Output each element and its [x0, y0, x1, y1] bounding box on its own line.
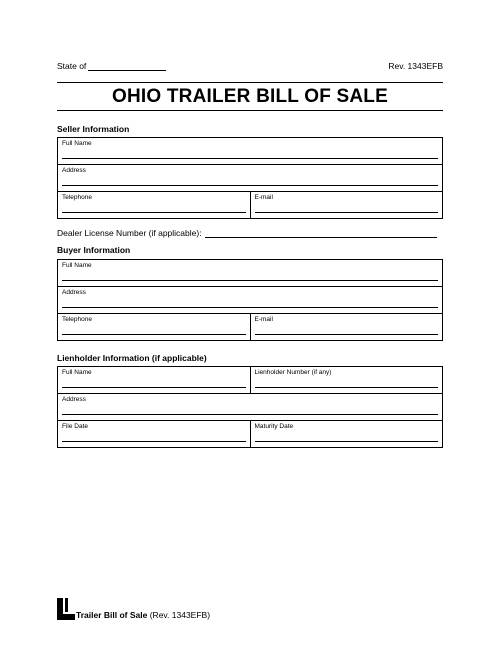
lienholder-number-label: Lienholder Number (if any)	[254, 369, 332, 376]
lienholder-maturity-date-line	[255, 441, 439, 442]
buyer-telephone-line	[62, 334, 246, 335]
lienholder-section-title: Lienholder Information (if applicable)	[57, 353, 207, 363]
buyer-address-row	[58, 287, 442, 314]
seller-info-box	[57, 137, 443, 219]
seller-address-field[interactable]	[58, 165, 442, 191]
buyer-address-line	[62, 307, 438, 308]
dealer-license-field	[57, 228, 437, 238]
buyer-telephone-label: Telephone	[62, 316, 92, 323]
seller-email-line	[255, 212, 439, 213]
lienholder-address-field[interactable]	[58, 394, 442, 420]
footer-doc-name: Trailer Bill of Sale	[76, 610, 148, 620]
lienholder-full-name-field[interactable]	[58, 367, 250, 393]
seller-address-label: Address	[62, 167, 86, 174]
buyer-full-name-field[interactable]	[58, 260, 442, 286]
lienholder-maturity-date-field[interactable]	[250, 421, 443, 447]
lienholder-dates-row	[58, 421, 442, 447]
seller-full-name-label: Full Name	[62, 140, 92, 147]
seller-address-line	[62, 185, 438, 186]
lienholder-file-date-line	[62, 441, 246, 442]
seller-full-name-field[interactable]	[58, 138, 442, 164]
buyer-address-field[interactable]	[58, 287, 442, 313]
seller-section-title: Seller Information	[57, 124, 130, 134]
buyer-email-line	[255, 334, 439, 335]
footer-revision: (Rev. 1343EFB)	[149, 610, 211, 620]
seller-telephone-field[interactable]	[58, 192, 250, 218]
seller-full-name-line	[62, 158, 438, 159]
page-footer	[57, 598, 210, 620]
seller-contact-row	[58, 192, 442, 218]
lienholder-file-date-field[interactable]	[58, 421, 250, 447]
lienholder-address-row	[58, 394, 442, 421]
buyer-email-field[interactable]	[250, 314, 443, 340]
lienholder-full-name-label: Full Name	[62, 369, 92, 376]
buyer-info-box	[57, 259, 443, 341]
brand-logo-icon	[57, 598, 75, 620]
lienholder-full-name-line	[62, 387, 246, 388]
page-title: OHIO TRAILER BILL OF SALE	[112, 86, 388, 107]
seller-telephone-label: Telephone	[62, 194, 92, 201]
seller-name-row	[58, 138, 442, 165]
state-blank-line[interactable]	[88, 62, 166, 71]
lienholder-name-row	[58, 367, 442, 394]
buyer-section-title: Buyer Information	[57, 245, 131, 255]
buyer-full-name-label: Full Name	[62, 262, 92, 269]
lienholder-maturity-date-label: Maturity Date	[254, 423, 294, 430]
buyer-full-name-line	[62, 280, 438, 281]
revision-number: Rev. 1343EFB	[388, 61, 443, 71]
buyer-telephone-field[interactable]	[58, 314, 250, 340]
state-of-field	[57, 61, 166, 71]
footer-text	[76, 610, 210, 620]
dealer-license-blank-line[interactable]	[205, 229, 437, 238]
state-label: State of	[57, 61, 87, 71]
lienholder-number-field[interactable]	[250, 367, 443, 393]
seller-email-label: E-mail	[254, 194, 273, 201]
buyer-email-label: E-mail	[254, 316, 273, 323]
title-rule-bottom	[57, 110, 443, 111]
seller-email-field[interactable]	[250, 192, 443, 218]
lienholder-number-line	[255, 387, 439, 388]
buyer-name-row	[58, 260, 442, 287]
buyer-contact-row	[58, 314, 442, 340]
lienholder-address-line	[62, 414, 438, 415]
seller-telephone-line	[62, 212, 246, 213]
seller-address-row	[58, 165, 442, 192]
title-rule-top	[57, 82, 443, 83]
lienholder-info-box	[57, 366, 443, 448]
dealer-license-label: Dealer License Number (if applicable):	[57, 228, 202, 238]
lienholder-file-date-label: File Date	[62, 423, 89, 430]
lienholder-address-label: Address	[62, 396, 86, 403]
buyer-address-label: Address	[62, 289, 86, 296]
